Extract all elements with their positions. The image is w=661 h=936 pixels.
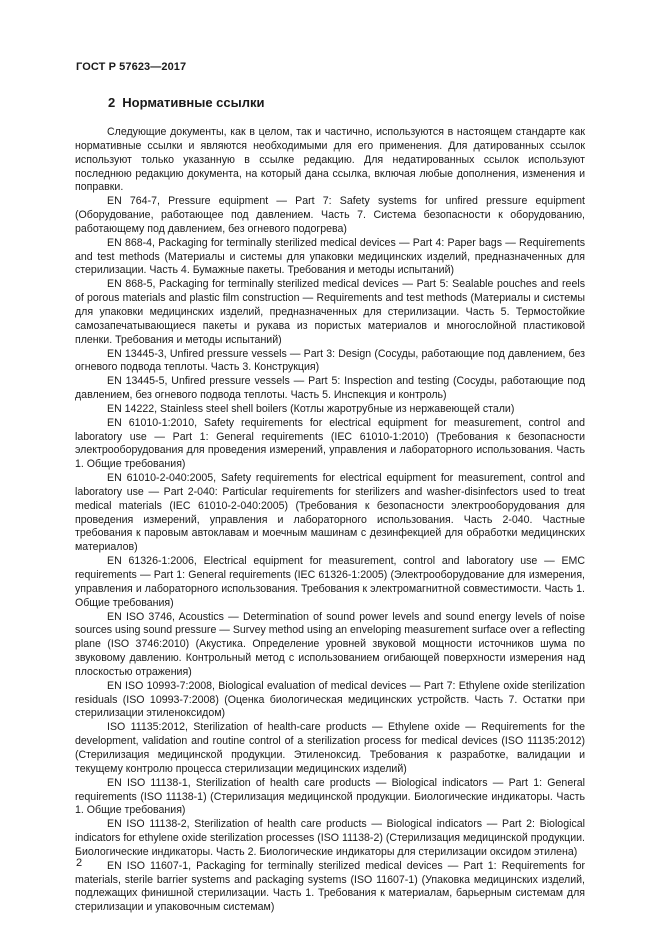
reference-en-13445-5: EN 13445-5, Unfired pressure vessels — Part 5: Inspection and testing (Сосуды, работающие под давлением, без огневого подвода теплоты. Часть 5. Инспекция и контроль) bbox=[75, 375, 585, 402]
reference-en-61010-2-040: EN 61010-2-040:2005, Safety requirements for electrical equipment for measurement, control and laboratory use — Part 2-040: Particular requirements for sterilizers and washer-disinfectors used to treat medical materials (IEC 61010-2-040:2005) (Требования к безопасности электрооборудования для проведения измерений, управления и лабораторного использования. Часть 2-040. Частные требования к паровым автоклавам и моечным машинам с дезинфекцией для обработки медицинских материалов) bbox=[75, 472, 585, 554]
section-number: 2 bbox=[108, 95, 116, 110]
section-title-text: Нормативные ссылки bbox=[122, 95, 265, 110]
reference-en-764-7: EN 764-7, Pressure equipment — Part 7: Safety systems for unfired pressure equipment (Оборудование, работающее под давлением. Часть 7. Система безопасности к оборудованию, работающему под давлением, без огневого подогрева) bbox=[75, 195, 585, 235]
reference-en-13445-3: EN 13445-3, Unfired pressure vessels — Part 3: Design (Сосуды, работающие под давлением, без огневого подвода теплоты. Часть 3. Конструкция) bbox=[75, 347, 585, 374]
reference-en-iso-10993-7: EN ISO 10993-7:2008, Biological evaluation of medical devices — Part 7: Ethylene oxide sterilization residuals (ISO 10993-7:2008) (Оценка биологическая медицинских устройств. Часть 7. Остатки при стерилизации этиленоксидом) bbox=[75, 679, 585, 720]
reference-en-868-4: EN 868-4, Packaging for terminally sterilized medical devices — Part 4: Paper bags — Requirements and test methods (Материалы и системы для упаковки медицинских изделий, предназначенных для стерилизации. Часть 4. Бумажные пакеты. Требования и методы испытаний) bbox=[75, 236, 585, 277]
reference-en-868-5: EN 868-5, Packaging for terminally sterilized medical devices — Part 5: Sealable pouches and reels of porous materials and plastic film construction — Requirements and test methods (Материалы и системы для упаковки медицинских изделий, предназначенных для стерилизации. Часть 5. Термостойкие самозапечатывающиеся пакеты и рукава из пористых материалов и многослойной пластиковой пленки. Требования и методы испытаний) bbox=[75, 278, 585, 346]
document-code-header: ГОСТ Р 57623—2017 bbox=[76, 61, 187, 73]
reference-en-61326-1: EN 61326-1:2006, Electrical equipment for measurement, control and laboratory use — EMC requirements — Part 1: General requirements (IEC 61326-1:2005) (Электрооборудование для измерения, управления и лабораторного использования. Требования к электромагнитной совместимости. Часть 1. Общие требования) bbox=[75, 555, 585, 609]
page-number: 2 bbox=[76, 857, 83, 869]
reference-en-iso-11138-2: EN ISO 11138-2, Sterilization of health care products — Biological indicators — Part 2: Biological indicators for ethylene oxide sterilization processes (ISO 11138-2) (Стерилизация медицинской продукции. Биологические индикаторы. Часть 2. Биологические индикаторы для стерилизации оксидом этилена) bbox=[75, 818, 585, 858]
reference-iso-11135: ISO 11135:2012, Sterilization of health-care products — Ethylene oxide — Requirements for the development, validation and routine control of a sterilization process for medical devices (ISO 11135:2012) (Стерилизация медицинской продукции. Этиленоксид. Требования к разработке, валидации и текущему контролю процесса стерилизации медицинских изделий) bbox=[75, 721, 585, 775]
reference-en-iso-3746: EN ISO 3746, Acoustics — Determination of sound power levels and sound energy levels of noise sources using sound pressure — Survey method using an enveloping measurement surface over a reflecting plane (ISO 3746:2010) (Акустика. Определение уровней звуковой мощности источников шума по звуковому давлению. Контрольный метод с использованием огибающей поверхности измерения над плоскостью отражения) bbox=[75, 610, 585, 678]
section-heading bbox=[108, 95, 264, 110]
reference-en-iso-11138-1: EN ISO 11138-1, Sterilization of health care products — Biological indicators — Part 1: General requirements (ISO 11138-1) (Стерилизация медицинской продукции. Биологические индикаторы. Часть 1. Общие требования) bbox=[75, 776, 585, 817]
intro-paragraph: Следующие документы, как в целом, так и частично, используются в настоящем стандарте как нормативные ссылки и являются необходимыми для его применения. Для датированных ссылок используют только указанную в ссылке редакцию. Для недатированных ссылок используют последнюю редакцию документа, на который дана ссылка, включая любые дополнения, изменения и поправки. bbox=[75, 126, 585, 194]
reference-en-14222: EN 14222, Stainless steel shell boilers (Котлы жаротрубные из нержавеющей стали) bbox=[107, 402, 515, 415]
reference-en-61010-1: EN 61010-1:2010, Safety requirements for electrical equipment for measurement, control and laboratory use — Part 1: General requirements (IEC 61010-1:2010) (Требования к безопасности электрооборудования для проведения измерений, управления и лабораторного использования. Часть 1. Общие требования) bbox=[75, 416, 585, 471]
reference-en-iso-11607-1: EN ISO 11607-1, Packaging for terminally sterilized medical devices — Part 1: Requirements for materials, sterile barrier systems and packaging systems (ISO 11607-1) (Упаковка медицинских изделий, подлежащих финишной стерилизации. Часть 1. Требования к материалам, барьерным системам для стерилизации и упаковочным системам) bbox=[75, 859, 585, 914]
normative-references-body bbox=[75, 126, 585, 915]
